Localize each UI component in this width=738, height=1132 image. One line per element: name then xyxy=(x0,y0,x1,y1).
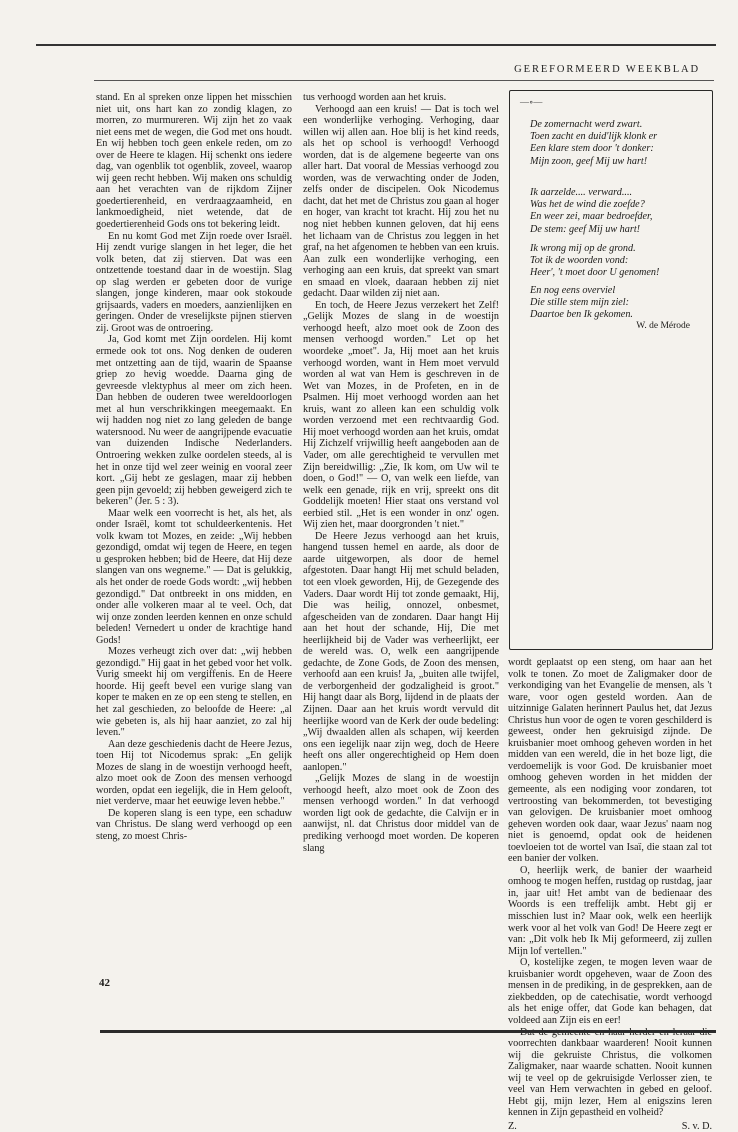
poem-line: De stem: geef Mij uw hart! xyxy=(530,223,641,235)
poem-line: Was het de wind die zoefde? xyxy=(530,199,645,211)
poem-line: Een klare stem door 't donker: xyxy=(530,143,654,155)
paragraph: Verhoogd aan een kruis! — Dat is toch wel een wonderlijke verhoging. Verhoging, daar willen wij allen aan. Hoe blij is het kind reeds, als het op school is verhoogd! Verhoogd worden, dat is de algemene begeerte van ons aller hart. Dat vooral de Messias verhoogd zou worden, was de verwachting onder de Joden, zelfs onder de discipelen. Ook Nicodemus dacht, dat het met de Christus zou gaan al hoger en hoger, van kracht tot kracht. Hij zou het nu nog niet hebben kunnen geloven, dat hij eens het lichaam van de Christus zou leggen in het graf, na het afgenomen te hebben van een kruis. Aan zulk een wonderlijke verhoging, een verhoging aan een kruis, dat spreekt van smart en smaad en vloek, daaraan hebben zij niet gedacht. Daar wilden zij niet aan. xyxy=(303,103,499,300)
signature-author: S. v. D. xyxy=(681,1120,712,1132)
poem-line: Daartoe ben Ik gekomen. xyxy=(530,309,633,321)
poem-line: Die stille stem mijn ziel: xyxy=(530,297,630,309)
bottom-rule xyxy=(100,1030,716,1033)
column-3 xyxy=(508,657,712,1132)
poem-line: Tot ik de woorden vond: xyxy=(530,255,629,267)
column-1 xyxy=(96,92,292,972)
poem-line: De zomernacht werd zwart. xyxy=(530,119,643,130)
paragraph: wordt geplaatst op een steng, om haar aan het volk te tonen. Zo moet de Zaligmaker door de verkondiging van het Evangelie de mensen, als 't ware, voor ogen gesteld worden. Aan de uitzinnige Galaten herinnert Paulus het, dat Jezus Christus hun voor de ogen te voren geschilderd is geweest, onder hen gekruisigd zijnde. De kruisbanier moet omhoog geheven worden in het midden van een wereld, die in het boze ligt, die verdoemelijk is voor God. De kruisbanier moet omhoog geheven worden in het midden der gemeente, als een nodiging voor zondaren, tot vertroosting van bekommerden, tot bevestiging van gelovigen. De kruisbanier moet omhoog geheven worden ook daar, waar Jezus' naam nog niet is genoemd, opdat ook de heidenen toevloeien tot de wortel van Isaï, die staan zal tot een banier der volken. xyxy=(508,657,712,865)
ornament: —∘— xyxy=(520,97,543,107)
paragraph: stand. En al spreken onze lippen het misschien niet uit, ons hart kan zo zondig klagen, zo morren, zo murmureren. Wij zijn het zo vaak niet eens met de wegen, die God met ons houdt. En wij hebben toch geen enkele reden, om zo over de Heere te klagen. Hij schenkt ons iedere dag, van ogenblik tot ogenblik, zoveel, waarop wij geen recht hebben. Wij maken ons schuldig aan het verachten van de rijkdom Zijner goedertierenheid, en verdraagzaamheid, en lankmoedigheid, niet wetende, dat de goedertierenheid Gods ons tot bekering leidt. xyxy=(96,92,292,231)
paragraph: Mozes verheugt zich over dat: „wij hebben gezondigd." Hij gaat in het gebed voor het volk. Vurig smeekt hij om vergiffenis. En de Heere hoorde. Hij geeft bevel een vurige slang van koper te maken en ze op een steng te stellen, en het zal geschieden, zo beloofde de Heere: „al wie gebeten is, als hij haar aanziet, zo zal hij leven." xyxy=(96,646,292,739)
paragraph: tus verhoogd worden aan het kruis. xyxy=(303,92,447,103)
poem-line: Heer', 't moet door U genomen! xyxy=(530,267,660,279)
paragraph: O, kostelijke zegen, te mogen leven waar de kruisbanier wordt opgeheven, waar de Zoon des mensen in de prediking, in de gesprekken, aan de ziekbedden, op de catechisatie, wordt verhoogd als het enige offer, dat Gode kan behagen, dat voldeed aan Zijn eis en eer! xyxy=(508,957,712,1026)
poem-stanza-2 xyxy=(530,187,708,236)
paragraph: Ja, God komt met Zijn oordelen. Hij komt ermede ook tot ons. Nog denken de ouderen met ontzetting aan de tijd, waarin de Spaanse griep zo hevig woedde. Daarna ging de gevreesde vlektyphus al meer om zich heen. Dan hebben de ouderen twee wereldoorlogen met al hun verschrikkingen meegemaakt. En wij hadden nog niet zo lang geleden de bange watersnood. Nu weer de aangrijpende evacuatie van duizenden Indische Nederlanders. Ontroering wekken zulke oordelen steeds, al is het in onze tijd wel zeer weinig en vooral zeer kort. „Gij hebt ze geslagen, maar zij hebben geen pijn gevoeld; zij hebben geweigerd zich te bekeren" (Jer. 5 : 3). xyxy=(96,334,292,508)
paragraph: En nu komt God met Zijn roede over Israël. Hij zendt vurige slangen in het leger, die het volk beten, dat zij stierven. Dat was een ontzettende toestand daar in de woestijn. Slag op slag werden er gebeten door de vurige slangen, jonge kinderen, maar ook stokoude grijsaards, vaders en moeders, aanzienlijken en geringen. Onder de vreselijkste pijnen stierven zij. Groot was de ontroering. xyxy=(96,230,292,334)
poem-stanza-3 xyxy=(530,243,708,280)
poem-line: En nog eens overviel xyxy=(530,285,616,296)
poem-line: Mijn zoon, geef Mij uw hart! xyxy=(530,155,648,167)
paragraph: voorrechten dankbaar waarderen! Nooit kunnen wij die gekruiste Christus, die volkomen Zaligmaker, naar waarde schatten. Nooit kunnen wij te veel op de gekruisigde Verlosser zien, te veel van Hem verwachten in gebed en geloof. Hebt gij, mijn lezer, Hem al enigszins leren kennen in Zijn gepastheid en volheid? xyxy=(508,1038,712,1119)
paragraph: Maar welk een voorrecht is het, als het, als onder Israël, komt tot schuldeerkentenis. Het volk kwam tot Mozes, en zeide: „Wij hebben gezondigd, omdat wij tegen de Heere, en tegen u gesproken hebben; bid de Heere, dat Hij deze slangen van ons wegneme." — Dat is gelukkig, als het onder de roede Gods wordt: „wij hebben gezondigd." Dat ontbreekt in ons midden, en onder alle volkeren maar al te veel. Och, dat wij onze zonden leerden kennen en onze schuld beleden! Vernedert u onder de krachtige hand Gods! xyxy=(96,507,292,646)
poem-line: Ik wrong mij op de grond. xyxy=(530,243,636,254)
poem-box xyxy=(509,90,713,650)
signature-initial: Z. xyxy=(508,1120,517,1132)
header-rule xyxy=(94,80,714,81)
top-rule xyxy=(36,44,716,46)
paragraph: O, heerlijk werk, de banier der waarheid omhoog te mogen heffen, rustdag op rustdag, jaar in, jaar uit! Het ambt van de bedienaar des Woords is een treffelijk ambt. Hebt gij er misschien lust in? Maar ook, welk een heerlijk werk voor al het volk van God! De Heere zegt er van: „Dit volk heb Ik Mij geformeerd, zij zullen Mijn lof vertellen." xyxy=(508,864,712,957)
paragraph: De Heere Jezus verhoogd aan het kruis, hangend tussen hemel en aarde, als door de aarde uitgeworpen, als door de hemel afgestoten. Daar hangt Hij met schuld beladen, tot een vloek geworden, Hij, de Gezegende des Vaders. Daar wordt Hij tot zonde gemaakt, Hij, Die was heilig, onnozel, onbesmet, afgescheiden van de zondaren. Daar hangt Hij aan het hout der schande, Hij, Die met heerlijkheid bij de Vader was verheerlijkt, eer de wereld was. O, welk een aangrijpende gedachte, de Zone Gods, de Zoon des mensen, verhoofd aan een kruis! Ja, „buiten alle twijfel, de verborgenheid der godzaligheid is groot." Hij hangt daar als Borg, lijdend in de plaats der Zijnen. Daar aan het kruis wordt vervuld dit heerlijke woord van de Kerk der oude bedeling: „Wij dwaalden allen als schapen, wij keerden ons een iegelijk naar zijn weg, doch de Heere heeft ons aller ongerechtigheid op Hem doen aanlopen." xyxy=(303,530,499,773)
paragraph: „Gelijk Mozes de slang in de woestijn verhoogd heeft, alzo moet ook de Zoon des mensen verhoogd worden." In dat verhoogd worden ligt ook de gedachte, die Calvijn er in aanwijst, nl. dat Christus door middel van de prediking verhoogd moet worden. De koperen slang xyxy=(303,773,499,854)
column-2 xyxy=(303,92,499,980)
paragraph: De koperen slang is een type, een schaduw van Christus. De slang werd verhoogd op een steng, zo moest Chris- xyxy=(96,807,292,842)
poem-author: W. de Mérode xyxy=(636,321,690,331)
poem-line: Ik aarzelde.... verward.... xyxy=(530,187,633,198)
poem-line: En weer zei, maar bedroefder, xyxy=(530,211,653,223)
poem-stanza-1 xyxy=(530,119,708,168)
poem-stanza-4 xyxy=(530,285,708,322)
page-number: 42 xyxy=(99,977,110,989)
paragraph: En toch, de Heere Jezus verzekert het Zelf! „Gelijk Mozes de slang in de woestijn verhoogd heeft, alzo moet ook de Zoon des mensen verhoogd worden." Let op het woordeke „moet". Ja, Hij moet aan het kruis verhoogd worden, want in Hem moet vervuld worden al wat van Hem is geschreven in de Wet van Mozes, in de Profeten, en in de Psalmen. Hij moet verhoogd worden aan het kruis, want zo alleen kan een schuldig volk worden verzoend met een rechtvaardig God. Hij moet verhoogd worden aan het kruis, omdat Hij Zichzelf vrijwillig heeft aangeboden aan de Vader, om alle gerechtigheid te vervullen met Zijn bereidwillig: „Zie, Ik kom, om Uw wil te doen, o God!" — O, van welk een liefde, van welk een genade, rijk en vrij, spreekt ons dit Goddelijk moeten! Hier staat ons verstand vol eerbied stil. „Het is een wonder in onz' ogen. Wij zien het, maar doorgronden 't niet." xyxy=(303,299,499,531)
poem-line: Toen zacht en duid'lijk klonk er xyxy=(530,131,658,143)
paragraph: Aan deze geschiedenis dacht de Heere Jezus, toen Hij tot Nicodemus sprak: „En gelijk Mozes de slang in de woestijn verhoogd heeft, alzo moet ook de Zoon des mensen verhoogd worden, opdat een iegelijk, die in Hem gelooft, niet verderve, maar het eeuwige leven hebbe." xyxy=(96,738,292,808)
signature xyxy=(508,1121,712,1132)
running-header: GEREFORMEERD WEEKBLAD xyxy=(514,64,700,75)
